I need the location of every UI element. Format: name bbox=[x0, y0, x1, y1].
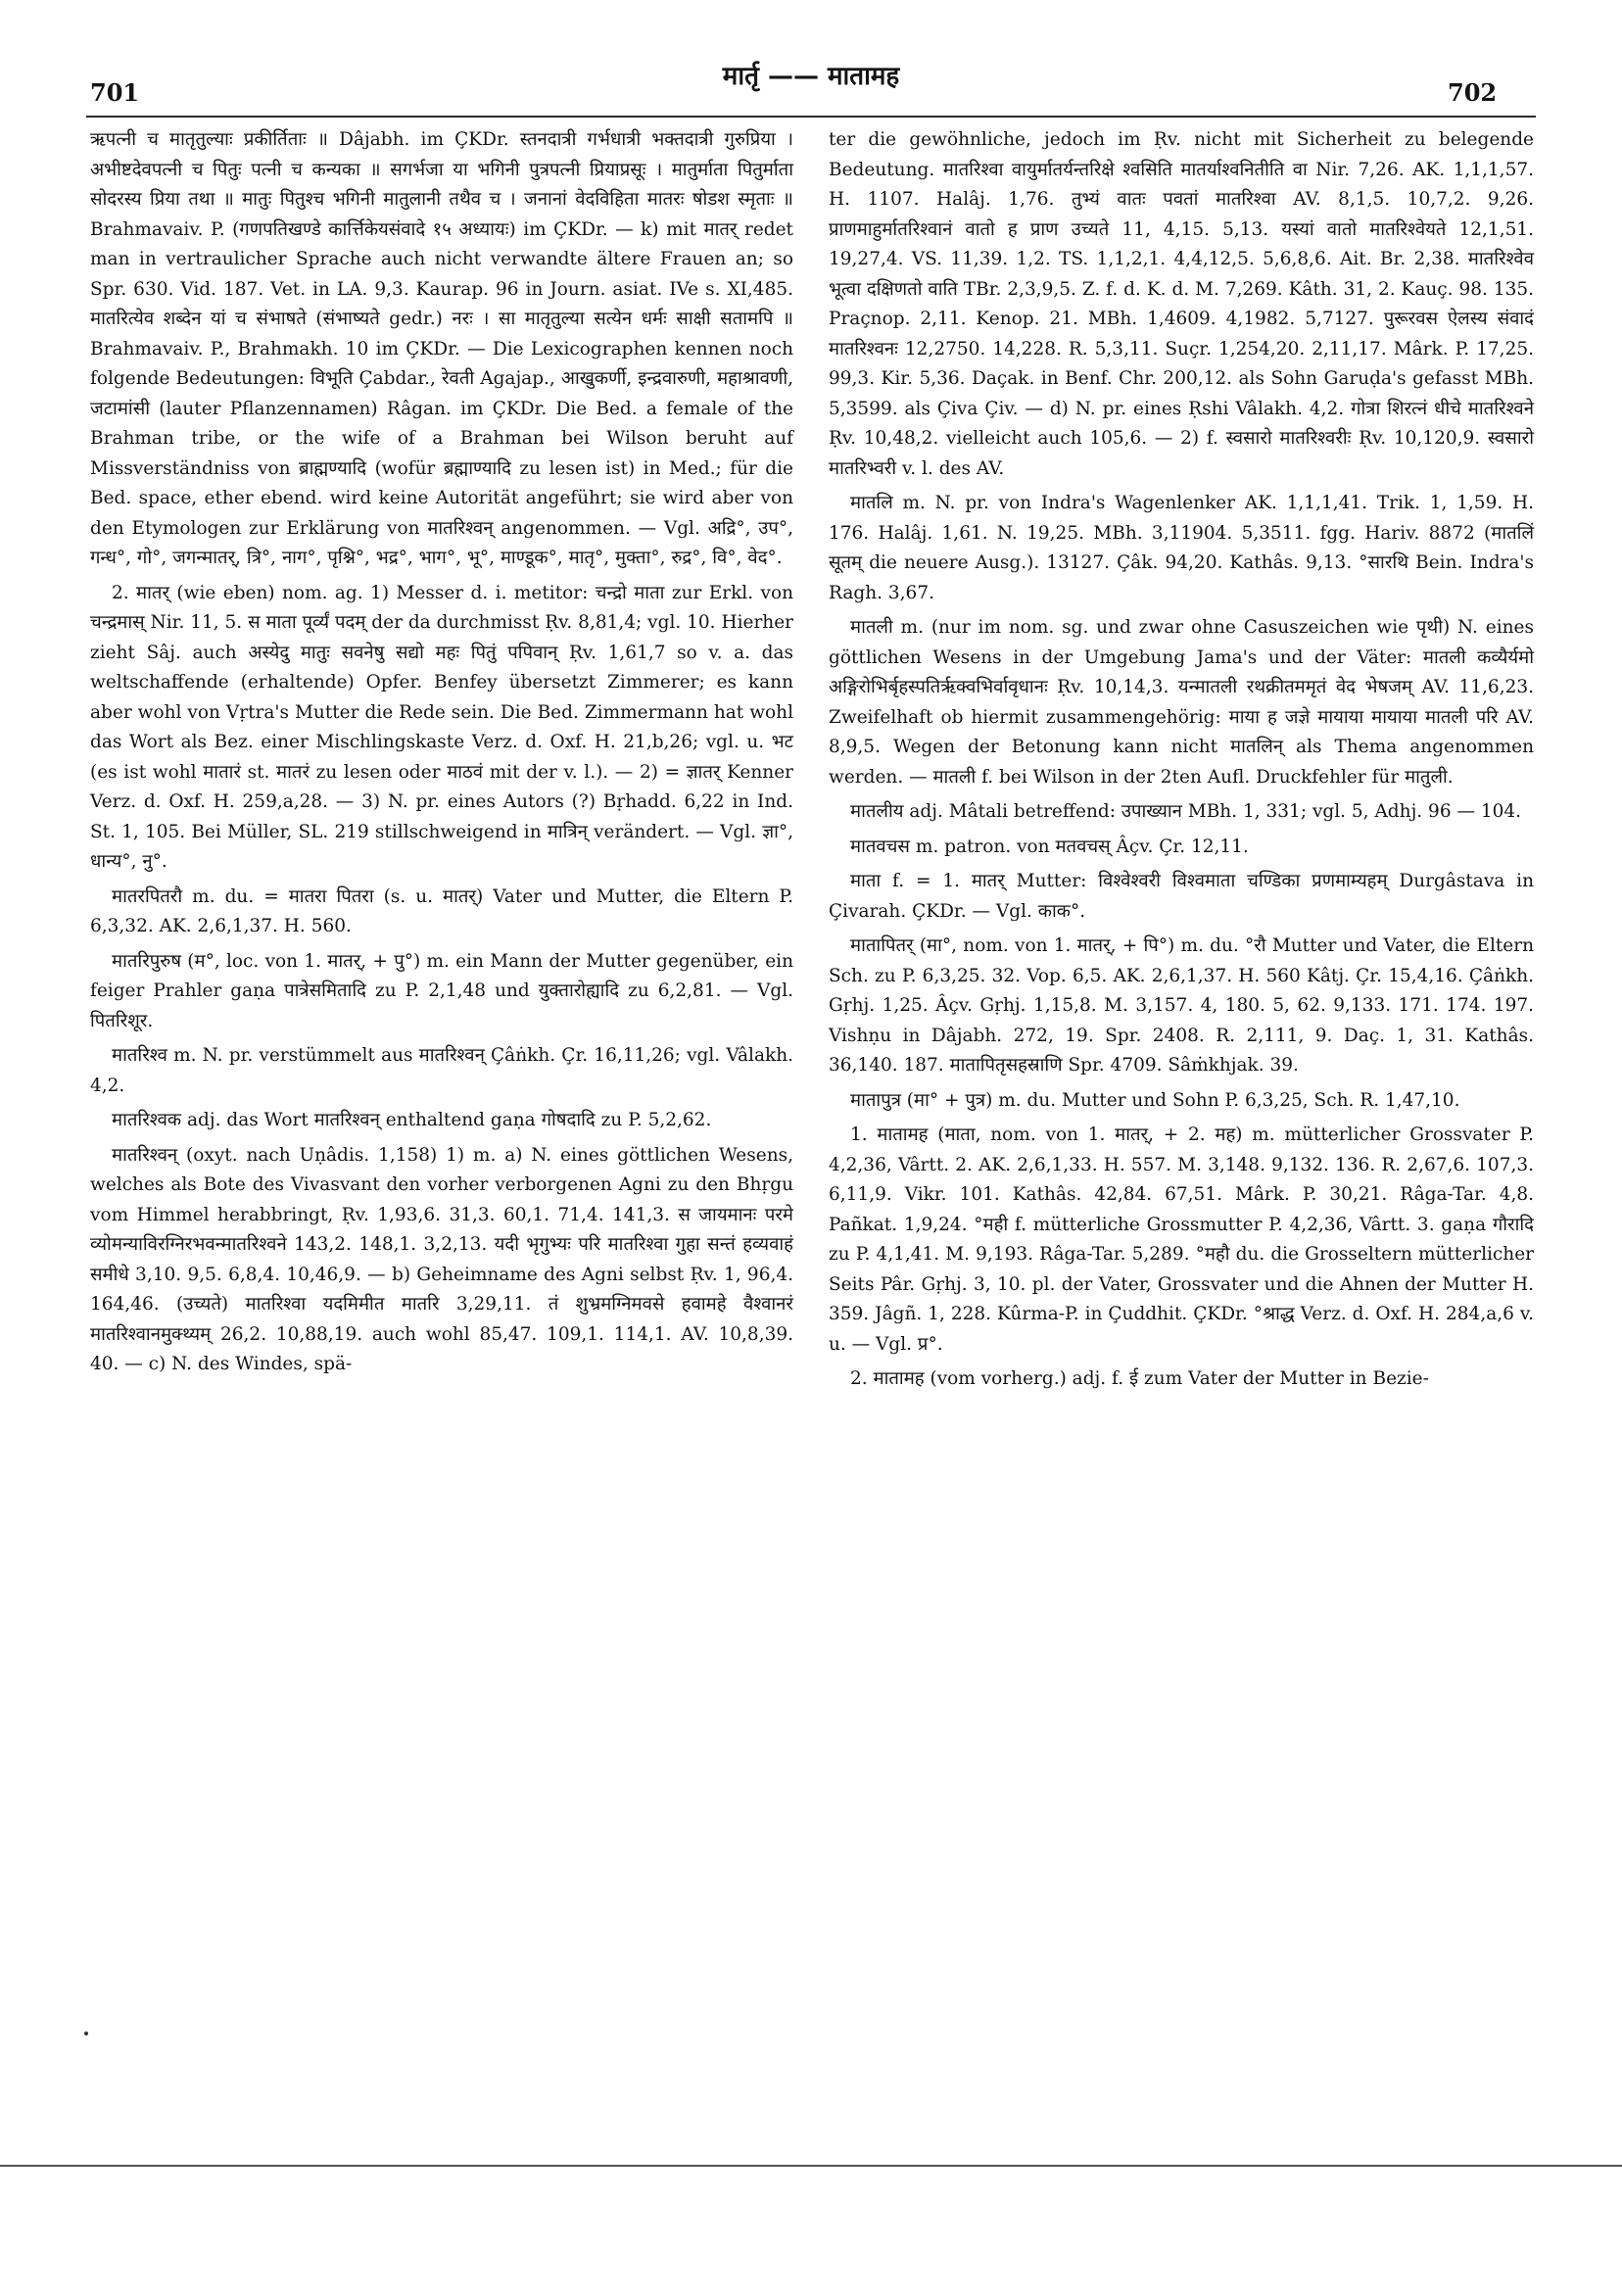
dictionary-entry: मातरिश्व m. N. pr. verstümmelt aus मातरिश्वन् Çâṅkh. Çr. 16,11,26; vgl. Vâlakh. 4,2. bbox=[90, 1045, 793, 1096]
dictionary-entry: मातरिश्वक adj. das Wort मातरिश्वन् enthaltend gaṇa गोषदादि zu P. 5,2,62. bbox=[112, 1110, 712, 1130]
dictionary-entry: मातलि m. N. pr. von Indra's Wagenlenker AK. 1,1,1,41. Trik. 1, 1,59. H. 176. Halâj. 1,61. N. 19,25. MBh. 3,11904. 5,3511. fgg. Hariv. 8872 (मातलिं सूतम् die neuere Ausg.). 13127. Çâk. 94,20. Kathâs. 9,13. °सारथि Bein. Indra's Ragh. 3,67. bbox=[829, 493, 1534, 603]
dictionary-entry: मातवचस m. patron. von मतवचस् Âçv. Çr. 12,11. bbox=[850, 836, 1249, 857]
dictionary-entry: मातलीय adj. Mâtali betreffend: उपाख्यान MBh. 1, 331; vgl. 5, Adhj. 96 — 104. bbox=[850, 801, 1522, 822]
print-speck bbox=[84, 2032, 88, 2035]
dictionary-entry: माता f. = 1. मातर् Mutter: विश्वेश्वरी विश्वमाता चण्डिका प्रणमाम्यहम् Durgâstava in Çivarah. ÇKDr. — Vgl. काक°. bbox=[829, 871, 1534, 922]
scan-edge-line bbox=[0, 2165, 1622, 2167]
dictionary-entry: मातरपितरौ m. du. = मातरा पितरा (s. u. मातर्) Vater und Mutter, die Eltern P. 6,3,32. AK. 2,6,1,37. H. 560. bbox=[90, 885, 793, 936]
paragraph: ter die gewöhnliche, jedoch im Ṛv. nicht mit Sicherheit zu belegende Bedeutung. मातरिश्वा वायुर्मातर्यन्तरिक्षे श्वसिति मातर्याश्वनितीति वा Nir. 7,26. AK. 1,1,1,57. H. 1107. Halâj. 1,76. तुभ्यं वातः पवतां मातरिश्वा AV. 8,1,5. 10,7,2. 9,26. प्राणमाहुर्मातरिश्वानं वातो ह प्राण उच्यते 11, 4,15. 5,13. यस्यां वातो मातरिश्वेयते 12,1,51. 19,27,4. VS. 11,39. 1,2. TS. 1,1,2,1. 4,4,12,5. 5,6,8,6. Ait. Br. 2,38. मातरिश्वेव भूत्वा दक्षिणतो वाति TBr. 2,3,9,5. Z. f. d. K. d. M. 7,269. Kâth. 31, 2. Kauç. 98. 135. Praçnop. 2,11. Kenop. 21. MBh. 1,4609. 4,1982. 5,7127. पुरूरवस ऐलस्य संवादं मातरिश्वनः 12,2750. 14,228. R. 5,3,11. Suçr. 1,254,20. 2,11,17. Mârk. P. 17,25. 99,3. Kir. 5,36. Daçak. in Benf. Chr. 200,12. als Sohn Garuḍa's gefasst MBh. 5,3599. als Çiva Çiv. — d) N. pr. eines Ṛshi Vâlakh. 4,2. गोत्रा शिरत्नं धीचे मातरिश्वने Ṛv. 10,48,2. vielleicht auch 105,6. — 2) f. स्वसारो मातरिश्वरीः Ṛv. 10,120,9. स्वसारो मातरिभ्वरी v. l. des AV. bbox=[829, 129, 1534, 479]
left-column bbox=[90, 125, 793, 1385]
dictionary-entry: मातरिश्वन् (oxyt. nach Uṇâdis. 1,158) 1) m. a) N. eines göttlichen Wesens, welches als Bote des Vivasvant den vorher verborgenen Agni zu den Bhṛgu vom Himmel herabbringt, Ṛv. 1,93,6. 31,3. 60,1. 71,4. 141,3. स जायमानः परमे व्योमन्याविरग्निरभवन्मातरिश्वने 143,2. 148,1. 3,2,13. यदी भृगुभ्यः परि मातरिश्वा गुहा सन्तं हव्यवाहं समीधे 3,10. 9,5. 6,8,4. 10,46,9. — b) Geheimname des Agni selbst Ṛv. 1, 96,4. 164,46. (उच्यते) मातरिश्वा यदमिमीत मातरि 3,29,11. तं शुभ्रमग्निमवसे हवामहे वैश्वानरं मातरिश्वानमुक्थ्यम् 26,2. 10,88,19. auch wohl 85,47. 109,1. 114,1. AV. 10,8,39. 40. — c) N. des Windes, spä- bbox=[90, 1144, 793, 1374]
header-rule bbox=[86, 116, 1536, 118]
dictionary-entry: मातली m. (nur im nom. sg. und zwar ohne Casuszeichen wie पृथी) N. eines göttlichen Wesens in der Umgebung Jama's und der Väter: मातली कव्यैर्यमो अङ्गिरोभिर्बृहस्पतिर्ऋक्वभिर्वावृधानः Ṛv. 10,14,3. यन्मातली रथक्रीतममृतं वेद भेषजम् AV. 11,6,23. Zweifelhaft ob hiermit zusammengehörig: माया ह जज्ञे मायाया मायाया मातली परि AV. 8,9,5. Wegen der Betonung kann nicht मातलिन् als Thema angenommen werden. — मातली f. bei Wilson in der 2ten Aufl. Druckfehler für मातुली. bbox=[829, 617, 1534, 788]
dictionary-entry: मातापितर् (मा°, nom. von 1. मातर्, + पि°) m. du. °रौ Mutter und Vater, die Eltern Sch. zu P. 6,3,25. 32. Vop. 6,5. AK. 2,6,1,37. H. 560 Kâtj. Çr. 15,4,16. Çâṅkh. Gṛhj. 1,25. Âçv. Gṛhj. 1,15,8. M. 3,157. 4, 180. 5, 62. 9,133. 171. 174. 197. Vishṇu in Dâjabh. 272, 19. Spr. 2408. R. 2,111, 9. Daç. 1, 31. Kathâs. 36,140. 187. मातापितृसहस्राणि Spr. 4709. Sâṁkhjak. 39. bbox=[829, 935, 1534, 1076]
dictionary-entry: 2. मातामह (vom vorherg.) adj. f. ई zum Vater der Mutter in Bezie- bbox=[850, 1368, 1429, 1389]
dictionary-entry: 2. मातर् (wie eben) nom. ag. 1) Messer d. i. metitor: चन्द्रो माता zur Erkl. von चन्द्रमास् Nir. 11, 5. स माता पूर्व्यं पदम् der da durchmisst Ṛv. 8,81,4; vgl. 10. Hierher zieht Sâj. auch अस्येदु मातुः सवनेषु सद्यो महः पितुं पपिवान् Ṛv. 1,61,7 so v. a. das weltschaffende (erhaltende) Opfer. Benfey übersetzt Zimmerer; es kann aber wohl von Vṛtra's Mutter die Rede sein. Die Bed. Zimmermann hat wohl das Wort als Bez. einer Mischlingskaste Verz. d. Oxf. H. 21,b,26; vgl. u. भट (es ist wohl मातारं st. मातरं zu lesen oder माठवं mit der v. l.). — 2) = ज्ञातर् Kenner Verz. d. Oxf. H. 259,a,28. — 3) N. pr. eines Autors (?) Bṛhadd. 6,22 in Ind. St. 1, 105. Bei Müller, SL. 219 stillschweigend in मात्रिन् verändert. — Vgl. ज्ञा°, धान्य°, नु°. bbox=[90, 582, 793, 872]
page-number-right: 702 bbox=[1448, 78, 1498, 107]
running-title: मार्तृ —— मातामह bbox=[722, 62, 900, 91]
page-number-left: 701 bbox=[90, 78, 140, 107]
dictionary-entry: 1. मातामह (माता, nom. von 1. मातर्, + 2. मह) m. mütterlicher Grossvater P. 4,2,36, Vârtt. 2. AK. 2,6,1,33. H. 557. M. 3,148. 9,132. 136. R. 2,67,6. 107,3. 6,11,9. Vikr. 101. Kathâs. 42,84. 67,51. Mârk. P. 30,21. Râga-Tar. 4,8. Pañkat. 1,9,24. °मही f. mütterliche Grossmutter P. 4,2,36, Vârtt. 3. gaṇa गौरादि zu P. 4,1,41. M. 9,193. Râga-Tar. 5,289. °महौ du. die Grosseltern mütterlicher Seits Pâr. Gṛhj. 3, 10. pl. der Vater, Grossvater und die Ahnen der Mutter H. 359. Jâgñ. 1, 228. Kûrma-P. in Çuddhit. ÇKDr. °श्राद्ध Verz. d. Oxf. H. 284,a,6 v. u. — Vgl. प्र°. bbox=[829, 1124, 1534, 1355]
dictionary-entry: मातरिपुरुष (म°, loc. von 1. मातर्, + पु°) m. ein Mann der Mutter gegenüber, ein feiger Prahler gaṇa पात्रेसमितादि zu P. 2,1,48 und युक्तारोह्यादि zu 6,2,81. — Vgl. पितरिशूर. bbox=[90, 950, 793, 1031]
dictionary-entry: मातापुत्र (मा° + पुत्र) m. du. Mutter und Sohn P. 6,3,25, Sch. R. 1,47,10. bbox=[850, 1089, 1460, 1111]
paragraph: ऋपत्नी च मातृतुल्याः प्रकीर्तिताः ॥ Dâjabh. im ÇKDr. स्तनदात्री गर्भधात्री भक्तदात्री गुरुप्रिया । अभीष्टदेवपत्नी च पितुः पत्नी च कन्यका ॥ सगर्भजा या भगिनी पुत्रपत्नी प्रियाप्रसूः । मातुर्माता पितुर्माता सोदरस्य प्रिया तथा ॥ मातुः पितुश्च भगिनी मातुलानी तथैव च । जनानां वेदविहिता मातरः षोडश स्मृताः ॥ Brahmavaiv. P. (गणपतिखण्डे कार्त्तिकेयसंवादे १५ अध्यायः) im ÇKDr. — k) mit मातर् redet man in vertraulicher Sprache auch nicht verwandte ältere Frauen an; so Spr. 630. Vid. 187. Vet. in LA. 9,3. Kaurap. 96 in Journ. asiat. IVe s. XI,485. मातरित्येव शब्देन यां च संभाषते (संभाष्यते gedr.) नरः । सा मातृतुल्या सत्येन धर्मः साक्षी सतामपि ॥ Brahmavaiv. P., Brahmakh. 10 im ÇKDr. — Die Lexicographen kennen noch folgende Bedeutungen: विभूति Çabdar., रेवती Agajap., आखुकर्णी, इन्द्रवारुणी, महाश्रावणी, जटामांसी (lauter Pflanzennamen) Râgan. im ÇKDr. Die Bed. a female of the Brahman tribe, or the wife of a Brahman bei Wilson beruht auf Missverständniss von ब्राह्मण्यादि (wofür ब्रह्माण्यादि zu lesen ist) in Med.; für die Bed. space, ether ebend. wird keine Autorität angeführt; sie wird aber von den Etymologen zur Erklärung von मातरिश्वन् angenommen. — Vgl. अद्रि°, उप°, गन्ध°, गो°, जगन्मातर्, त्रि°, नाग°, पृश्नि°, भद्र°, भाग°, भू°, माण्डूक°, मातृ°, मुक्ता°, रुद्र°, वि°, वेद°. bbox=[90, 129, 793, 568]
right-column bbox=[829, 125, 1534, 1400]
